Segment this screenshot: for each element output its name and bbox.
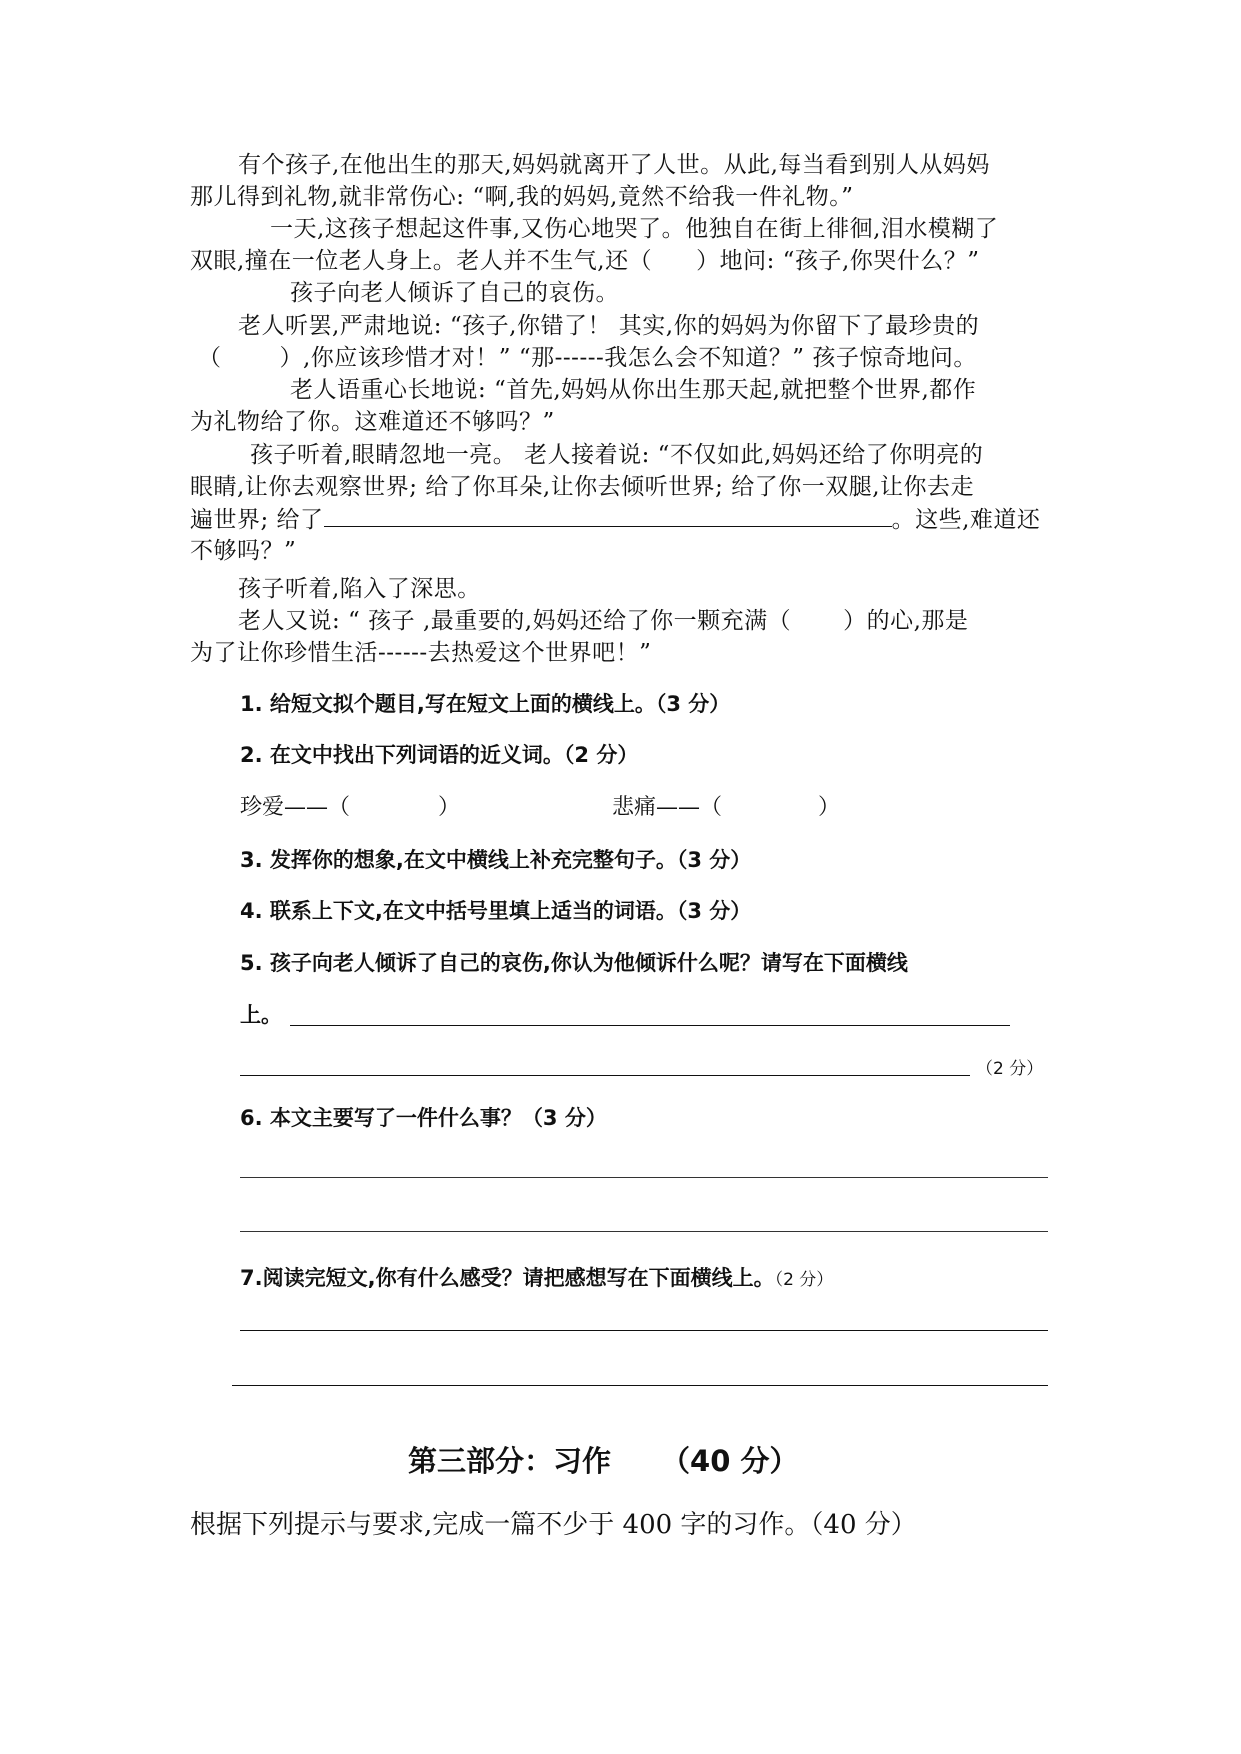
question-5-cont: 上。 xyxy=(240,1003,282,1027)
passage-line: 孩子听着,眼睛忽地一亮。 老人接着说: “不仅如此,妈妈还给了你明亮的 xyxy=(250,442,984,468)
question-4: 4. 联系上下文,在文中括号里填上适当的词语。（3 分） xyxy=(240,899,752,923)
question-3: 3. 发挥你的想象,在文中横线上补充完整句子。（3 分） xyxy=(240,848,752,872)
passage-text: ）地问: “孩子,你哭什么？” xyxy=(696,248,980,274)
passage-line xyxy=(190,246,980,276)
passage-line: 一天,这孩子想起这件事,又伤心地哭了。他独自在街上徘徊,泪水模糊了 xyxy=(270,216,999,242)
question-1: 1. 给短文拟个题目,写在短文上面的横线上。（3 分） xyxy=(240,692,731,716)
synonym-label: 悲痛——（ xyxy=(612,795,723,820)
question-5: 5. 孩子向老人倾诉了自己的哀伤,你认为他倾诉什么呢？请写在下面横线 xyxy=(240,951,908,975)
question-6: 6. 本文主要写了一件什么事？（3 分） xyxy=(240,1106,607,1130)
passage-text: 老人又说: “ 孩子 ,最重要的,妈妈还给了你一颗充满（ xyxy=(238,608,792,634)
question-7-text: 7.阅读完短文,你有什么感受？请把感想写在下面横线上。 xyxy=(240,1266,775,1290)
passage-line: 孩子听着,陷入了深思。 xyxy=(238,576,481,602)
question-7 xyxy=(240,1263,833,1295)
part3-title: 第三部分：习作 xyxy=(408,1444,612,1478)
part3-heading xyxy=(408,1443,798,1479)
synonym-item xyxy=(612,793,840,823)
passage-line: 孩子向老人倾诉了自己的哀伤。 xyxy=(290,280,619,306)
passage-text: （ xyxy=(198,345,222,371)
question-5-score: （2 分） xyxy=(976,1059,1044,1079)
passage-line xyxy=(238,606,968,636)
answer-line[interactable] xyxy=(240,1231,1048,1232)
part3-instruction: 根据下列提示与要求,完成一篇不少于 400 字的习作。（40 分） xyxy=(190,1510,917,1540)
passage-line xyxy=(198,343,977,373)
answer-line[interactable] xyxy=(240,1075,970,1076)
passage-line: 为礼物给了你。这难道还不够吗？” xyxy=(190,409,555,435)
passage-line: 眼睛,让你去观察世界; 给了你耳朵,让你去倾听世界; 给了你一双腿,让你去走 xyxy=(190,474,975,500)
question-2: 2. 在文中找出下列词语的近义词。（2 分） xyxy=(240,743,639,767)
passage-line: 有个孩子,在他出生的那天,妈妈就离开了人世。从此,每当看到别人从妈妈 xyxy=(238,152,990,178)
answer-line[interactable] xyxy=(240,1177,1048,1178)
bracket-close: ） xyxy=(438,795,461,820)
passage-line: 不够吗？” xyxy=(190,538,297,564)
synonym-item xyxy=(240,793,460,823)
passage-text: 。这些,难道还 xyxy=(891,507,1041,533)
bracket-close: ） xyxy=(818,795,841,820)
passage-line: 为了让你珍惜生活------去热爱这个世界吧！” xyxy=(190,640,652,666)
passage-line: 老人听罢,严肃地说: “孩子,你错了！ 其实,你的妈妈为你留下了最珍贵的 xyxy=(238,313,980,339)
passage-line: 那儿得到礼物,就非常伤心: “啊,我的妈妈,竟然不给我一件礼物。” xyxy=(190,184,854,210)
answer-line[interactable] xyxy=(232,1385,1048,1386)
passage-text: 遍世界; 给了 xyxy=(190,507,324,533)
synonym-label: 珍爱——（ xyxy=(240,795,351,820)
passage-text: ）的心,那是 xyxy=(843,608,969,634)
passage-line: 老人语重心长地说: “首先,妈妈从你出生那天起,就把整个世界,都作 xyxy=(290,377,977,403)
passage-line xyxy=(190,504,1040,535)
fill-in-line-blank[interactable] xyxy=(324,504,892,527)
answer-line[interactable] xyxy=(240,1330,1048,1331)
passage-text: ）,你应该珍惜才对！” “那------我怎么会不知道？” 孩子惊奇地问。 xyxy=(279,345,977,371)
part3-score: （40 分） xyxy=(661,1444,799,1478)
passage-text: 双眼,撞在一位老人身上。老人并不生气,还（ xyxy=(190,248,653,274)
question-7-score: （2 分） xyxy=(774,1270,834,1290)
answer-line[interactable] xyxy=(290,1025,1010,1026)
